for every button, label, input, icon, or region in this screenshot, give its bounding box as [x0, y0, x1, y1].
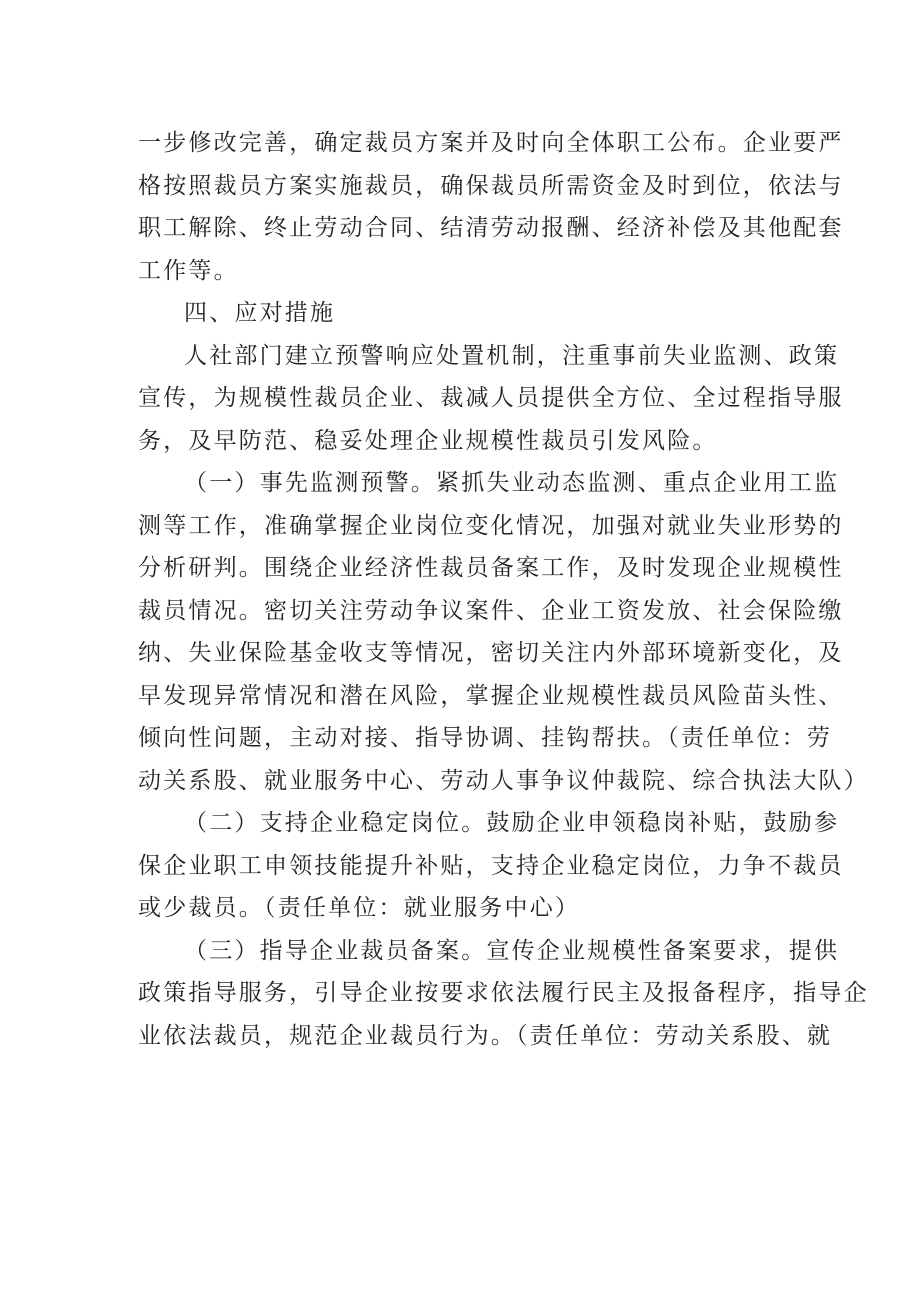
text-line: 人社部门建立预警响应处置机制，注重事前失业监测、政策 [184, 342, 840, 369]
paragraph [138, 122, 844, 292]
text-line: 政策指导服务，引导企业按要求依法履行民主及报备程序，指导企 [138, 980, 869, 1006]
text-line: 务，及早防范、稳妥处理企业规模性裁员引发风险。 [138, 427, 718, 454]
text-line: （三）指导企业裁员备案。宣传企业规模性备案要求，提供 [184, 937, 840, 964]
text-line: 格按照裁员方案实施裁员，确保裁员所需资金及时到位，依法与 [138, 172, 844, 199]
document-body [138, 122, 869, 1057]
paragraph [138, 335, 844, 463]
text-line: 或少裁员。（责任单位：就业服务中心） [138, 895, 581, 921]
paragraph [138, 930, 869, 1058]
text-line: 纳、失业保险基金收支等情况，密切关注内外部环境新变化，及 [138, 640, 844, 666]
text-line: 早发现异常情况和潜在风险，掌握企业规模性裁员风险苗头性、 [138, 682, 844, 709]
paragraph [138, 292, 788, 335]
text-line: 测等工作，准确掌握企业岗位变化情况，加强对就业失业形势的 [138, 512, 844, 539]
text-line: 裁员情况。密切关注劳动争议案件、企业工资发放、社会保险缴 [138, 597, 844, 624]
text-line: 倾向性问题，主动对接、指导协调、挂钩帮扶。（责任单位：劳 [138, 725, 833, 751]
text-line: （一）事先监测预警。紧抓失业动态监测、重点企业用工监 [184, 470, 840, 496]
text-line: 工作等。 [138, 257, 239, 284]
text-line: 宣传，为规模性裁员企业、裁减人员提供全方位、全过程指导服 [138, 385, 844, 411]
text-line: 一步修改完善，确定裁员方案并及时向全体职工公布。企业要严 [138, 130, 844, 156]
text-line: 动关系股、就业服务中心、劳动人事争议仲裁院、综合执法大队） [138, 767, 869, 794]
text-line: 职工解除、终止劳动合同、结清劳动报酬、经济补偿及其他配套 [138, 215, 844, 241]
paragraph [138, 802, 844, 930]
text-line: 分析研判。围绕企业经济性裁员备案工作，及时发现企业规模性 [138, 555, 844, 581]
text-line: （二）支持企业稳定岗位。鼓励企业申领稳岗补贴，鼓励参 [184, 810, 840, 836]
paragraph [138, 462, 869, 802]
text-line: 保企业职工申领技能提升补贴，支持企业稳定岗位，力争不裁员 [138, 852, 844, 879]
text-line: 四、应对措施 [184, 300, 336, 326]
text-line: 业依法裁员，规范企业裁员行为。（责任单位：劳动关系股、就 [138, 1022, 833, 1049]
